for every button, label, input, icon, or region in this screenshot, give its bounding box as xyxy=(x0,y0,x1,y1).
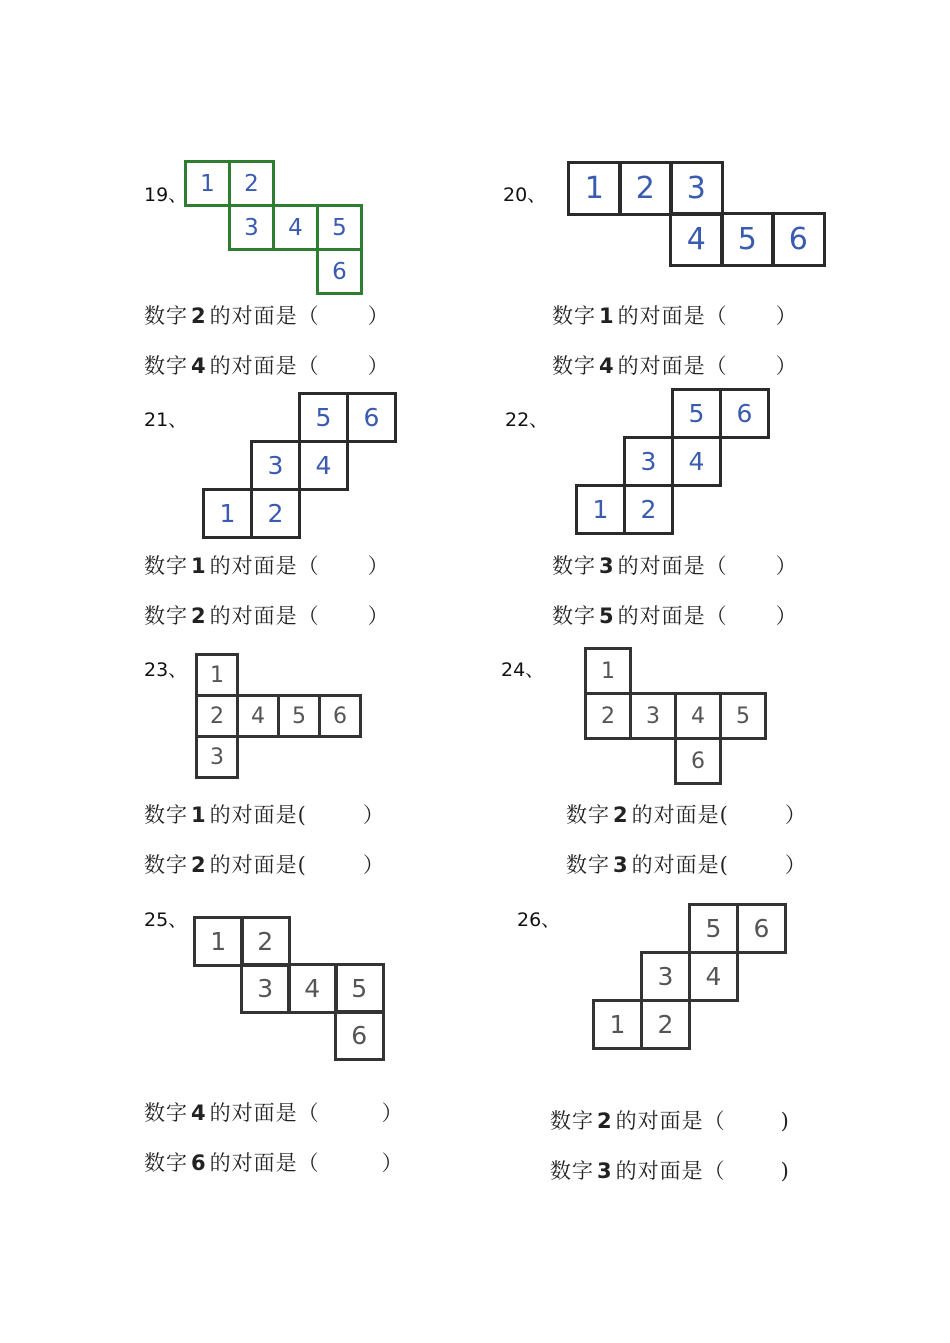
net-cell: 4 xyxy=(287,963,338,1014)
question-line xyxy=(144,600,390,630)
net-cell: 4 xyxy=(671,436,722,487)
net-cell: 3 xyxy=(228,204,275,251)
question-prefix: 数字 xyxy=(550,1109,594,1133)
net-cell: 5 xyxy=(720,212,775,267)
net-cell: 3 xyxy=(240,963,291,1014)
question-suffix: 的对面是（ xyxy=(617,354,728,378)
question-suffix: 的对面是（ xyxy=(617,304,728,328)
question-line xyxy=(552,350,798,380)
question-suffix: 的对面是（ xyxy=(209,1101,320,1125)
question-close: ） xyxy=(775,354,798,378)
net-cell: 4 xyxy=(236,694,280,738)
question-close: ） xyxy=(775,304,798,328)
net-cell: 4 xyxy=(272,204,319,251)
question-number: 3 xyxy=(597,1159,613,1183)
question-line xyxy=(552,600,798,630)
question-line xyxy=(550,1155,790,1185)
problem-number: 20、 xyxy=(503,184,547,206)
net-cell: 5 xyxy=(334,963,385,1014)
net-cell: 2 xyxy=(195,694,239,738)
question-suffix: 的对面是（ xyxy=(617,554,728,578)
problem-number: 25、 xyxy=(144,909,188,931)
question-line xyxy=(144,1097,404,1127)
question-line xyxy=(566,799,807,829)
net-cell: 5 xyxy=(316,204,363,251)
net-cell: 6 xyxy=(346,392,397,443)
net-cell: 1 xyxy=(184,160,231,207)
net-cell: 6 xyxy=(674,737,722,785)
net-cell: 1 xyxy=(584,647,632,695)
question-close: ） xyxy=(367,354,390,378)
question-prefix: 数字 xyxy=(552,554,596,578)
question-close: ） xyxy=(367,604,390,628)
question-close: ） xyxy=(362,853,385,877)
question-prefix: 数字 xyxy=(144,1151,188,1175)
question-number: 4 xyxy=(599,354,615,378)
net-cell: 2 xyxy=(623,484,674,535)
question-close: ） xyxy=(367,304,390,328)
net-cell: 2 xyxy=(240,916,291,967)
question-prefix: 数字 xyxy=(144,604,188,628)
net-cell: 6 xyxy=(334,1010,385,1061)
question-close: ） xyxy=(381,1151,404,1175)
net-cell: 5 xyxy=(719,692,767,740)
question-number: 6 xyxy=(191,1151,207,1175)
net-cell: 5 xyxy=(671,388,722,439)
question-number: 2 xyxy=(613,803,629,827)
net-cell: 2 xyxy=(618,161,673,216)
question-close: ） xyxy=(775,554,798,578)
net-cell: 6 xyxy=(771,212,826,267)
question-prefix: 数字 xyxy=(144,354,188,378)
question-line xyxy=(144,300,390,330)
net-cell: 3 xyxy=(669,161,724,216)
problem-number: 21、 xyxy=(144,409,188,431)
question-number: 2 xyxy=(191,853,207,877)
problem-number: 26、 xyxy=(517,909,561,931)
question-line xyxy=(566,849,807,879)
question-number: 4 xyxy=(191,354,207,378)
net-cell: 1 xyxy=(195,653,239,697)
question-line xyxy=(550,1105,790,1135)
net-cell: 4 xyxy=(688,951,739,1002)
net-cell: 2 xyxy=(250,488,301,539)
question-number: 5 xyxy=(599,604,615,628)
question-suffix: 的对面是（ xyxy=(209,1151,320,1175)
question-number: 2 xyxy=(597,1109,613,1133)
question-close: ) xyxy=(780,1109,790,1133)
net-cell: 1 xyxy=(575,484,626,535)
question-prefix: 数字 xyxy=(144,803,188,827)
net-cell: 3 xyxy=(629,692,677,740)
question-suffix: 的对面是（ xyxy=(209,354,320,378)
question-number: 1 xyxy=(599,304,615,328)
question-suffix: 的对面是（ xyxy=(209,604,320,628)
question-prefix: 数字 xyxy=(552,354,596,378)
problem-number: 24、 xyxy=(501,659,545,681)
question-suffix: 的对面是（ xyxy=(615,1159,726,1183)
question-suffix: 的对面是（ xyxy=(209,554,320,578)
net-cell: 5 xyxy=(298,392,349,443)
question-close: ) xyxy=(780,1159,790,1183)
question-line xyxy=(552,550,798,580)
question-prefix: 数字 xyxy=(144,304,188,328)
question-prefix: 数字 xyxy=(552,604,596,628)
question-prefix: 数字 xyxy=(552,304,596,328)
net-cell: 3 xyxy=(195,735,239,779)
net-cell: 6 xyxy=(316,248,363,295)
net-cell: 1 xyxy=(193,916,244,967)
problem-number: 19、 xyxy=(144,184,188,206)
net-cell: 2 xyxy=(584,692,632,740)
net-cell: 2 xyxy=(640,999,691,1050)
net-cell: 6 xyxy=(719,388,770,439)
question-prefix: 数字 xyxy=(566,803,610,827)
question-close: ） xyxy=(784,803,807,827)
question-close: ） xyxy=(367,554,390,578)
question-suffix: 的对面是( xyxy=(209,803,307,827)
question-prefix: 数字 xyxy=(144,853,188,877)
question-prefix: 数字 xyxy=(144,554,188,578)
question-line xyxy=(144,849,385,879)
question-number: 1 xyxy=(191,803,207,827)
net-cell: 3 xyxy=(640,951,691,1002)
question-number: 3 xyxy=(599,554,615,578)
question-suffix: 的对面是( xyxy=(631,853,729,877)
question-suffix: 的对面是（ xyxy=(209,304,320,328)
net-cell: 2 xyxy=(228,160,275,207)
problem-number: 23、 xyxy=(144,659,188,681)
question-number: 2 xyxy=(191,304,207,328)
question-suffix: 的对面是( xyxy=(209,853,307,877)
question-line xyxy=(144,350,390,380)
net-cell: 1 xyxy=(202,488,253,539)
net-cell: 4 xyxy=(674,692,722,740)
question-close: ） xyxy=(784,853,807,877)
net-cell: 6 xyxy=(736,903,787,954)
net-cell: 1 xyxy=(592,999,643,1050)
question-line xyxy=(552,300,798,330)
net-cell: 4 xyxy=(298,440,349,491)
question-close: ） xyxy=(775,604,798,628)
net-cell: 1 xyxy=(567,161,622,216)
question-prefix: 数字 xyxy=(566,853,610,877)
net-cell: 4 xyxy=(669,212,724,267)
question-close: ） xyxy=(381,1101,404,1125)
question-suffix: 的对面是（ xyxy=(615,1109,726,1133)
net-cell: 5 xyxy=(277,694,321,738)
question-suffix: 的对面是（ xyxy=(617,604,728,628)
question-suffix: 的对面是( xyxy=(631,803,729,827)
net-cell: 5 xyxy=(688,903,739,954)
net-cell: 3 xyxy=(623,436,674,487)
net-cell: 6 xyxy=(318,694,362,738)
question-close: ） xyxy=(362,803,385,827)
question-line xyxy=(144,550,390,580)
problem-number: 22、 xyxy=(505,409,549,431)
question-line xyxy=(144,799,385,829)
net-cell: 3 xyxy=(250,440,301,491)
question-number: 1 xyxy=(191,554,207,578)
question-number: 4 xyxy=(191,1101,207,1125)
question-number: 3 xyxy=(613,853,629,877)
question-prefix: 数字 xyxy=(144,1101,188,1125)
question-number: 2 xyxy=(191,604,207,628)
question-line xyxy=(144,1147,404,1177)
question-prefix: 数字 xyxy=(550,1159,594,1183)
